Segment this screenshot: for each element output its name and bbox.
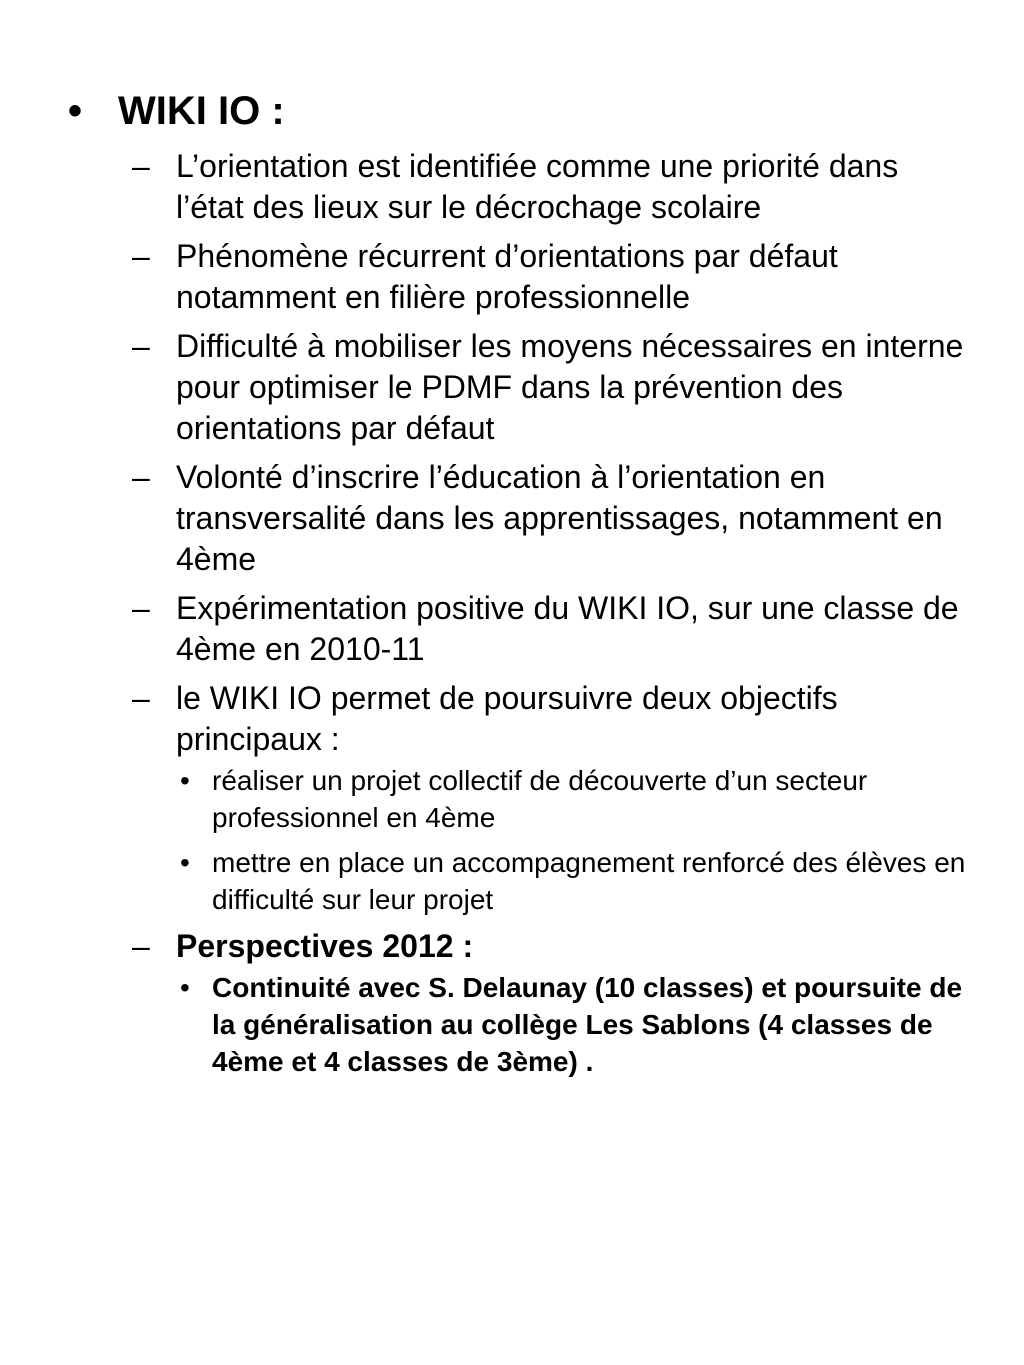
bullet-marker: • xyxy=(180,765,190,796)
list-item xyxy=(132,926,972,1080)
dash-marker: – xyxy=(132,238,150,274)
dash-marker: – xyxy=(132,590,150,626)
perspectives-heading: Perspectives 2012 : xyxy=(176,928,474,964)
list-item-text: Volonté d’inscrire l’éducation à l’orientation en transversalité dans les apprentissages, notamment en 4ème xyxy=(176,459,943,577)
list-item-text: le WIKI IO permet de poursuivre deux objectifs principaux : xyxy=(176,680,838,757)
sub-list-item xyxy=(176,762,972,836)
list-item-text: Phénomène récurrent d’orientations par défaut notamment en filière professionnelle xyxy=(176,238,838,315)
bullet-marker: • xyxy=(180,972,190,1003)
heading-bullet: • xyxy=(68,89,83,133)
list-item-text: Difficulté à mobiliser les moyens nécessaires en interne pour optimiser le PDMF dans la prévention des orientations par défaut xyxy=(176,328,964,446)
bullet-list xyxy=(132,146,972,1088)
list-item-text: L’orientation est identifiée comme une priorité dans l’état des lieux sur le décrochage scolaire xyxy=(176,148,899,225)
dash-marker: – xyxy=(132,928,150,964)
list-item xyxy=(132,678,972,918)
sub-list-item-text: Continuité avec S. Delaunay (10 classes) et poursuite de la généralisation au collège Les Sablons (4 classes de 4ème et 4 classes de 3ème) . xyxy=(212,972,963,1077)
dash-marker: – xyxy=(132,459,150,495)
dash-marker: – xyxy=(132,680,150,716)
dash-marker: – xyxy=(132,148,150,184)
list-item xyxy=(132,236,972,318)
list-item xyxy=(132,326,972,449)
sub-list-item xyxy=(176,844,972,918)
sub-list-item-text: réaliser un projet collectif de découverte d’un secteur professionnel en 4ème xyxy=(212,765,868,833)
list-item xyxy=(132,588,972,670)
sub-bullet-list xyxy=(176,969,972,1080)
bullet-marker: • xyxy=(180,847,190,878)
sub-list-item-text: mettre en place un accompagnement renforcé des élèves en difficulté sur leur projet xyxy=(212,847,966,915)
list-item-text: Expérimentation positive du WIKI IO, sur une classe de 4ème en 2010-11 xyxy=(176,590,959,667)
list-item xyxy=(132,457,972,580)
sub-list-item xyxy=(176,969,972,1080)
sub-bullet-list xyxy=(176,762,972,918)
list-item xyxy=(132,146,972,228)
heading-text: WIKI IO : xyxy=(118,89,285,133)
dash-marker: – xyxy=(132,328,150,364)
